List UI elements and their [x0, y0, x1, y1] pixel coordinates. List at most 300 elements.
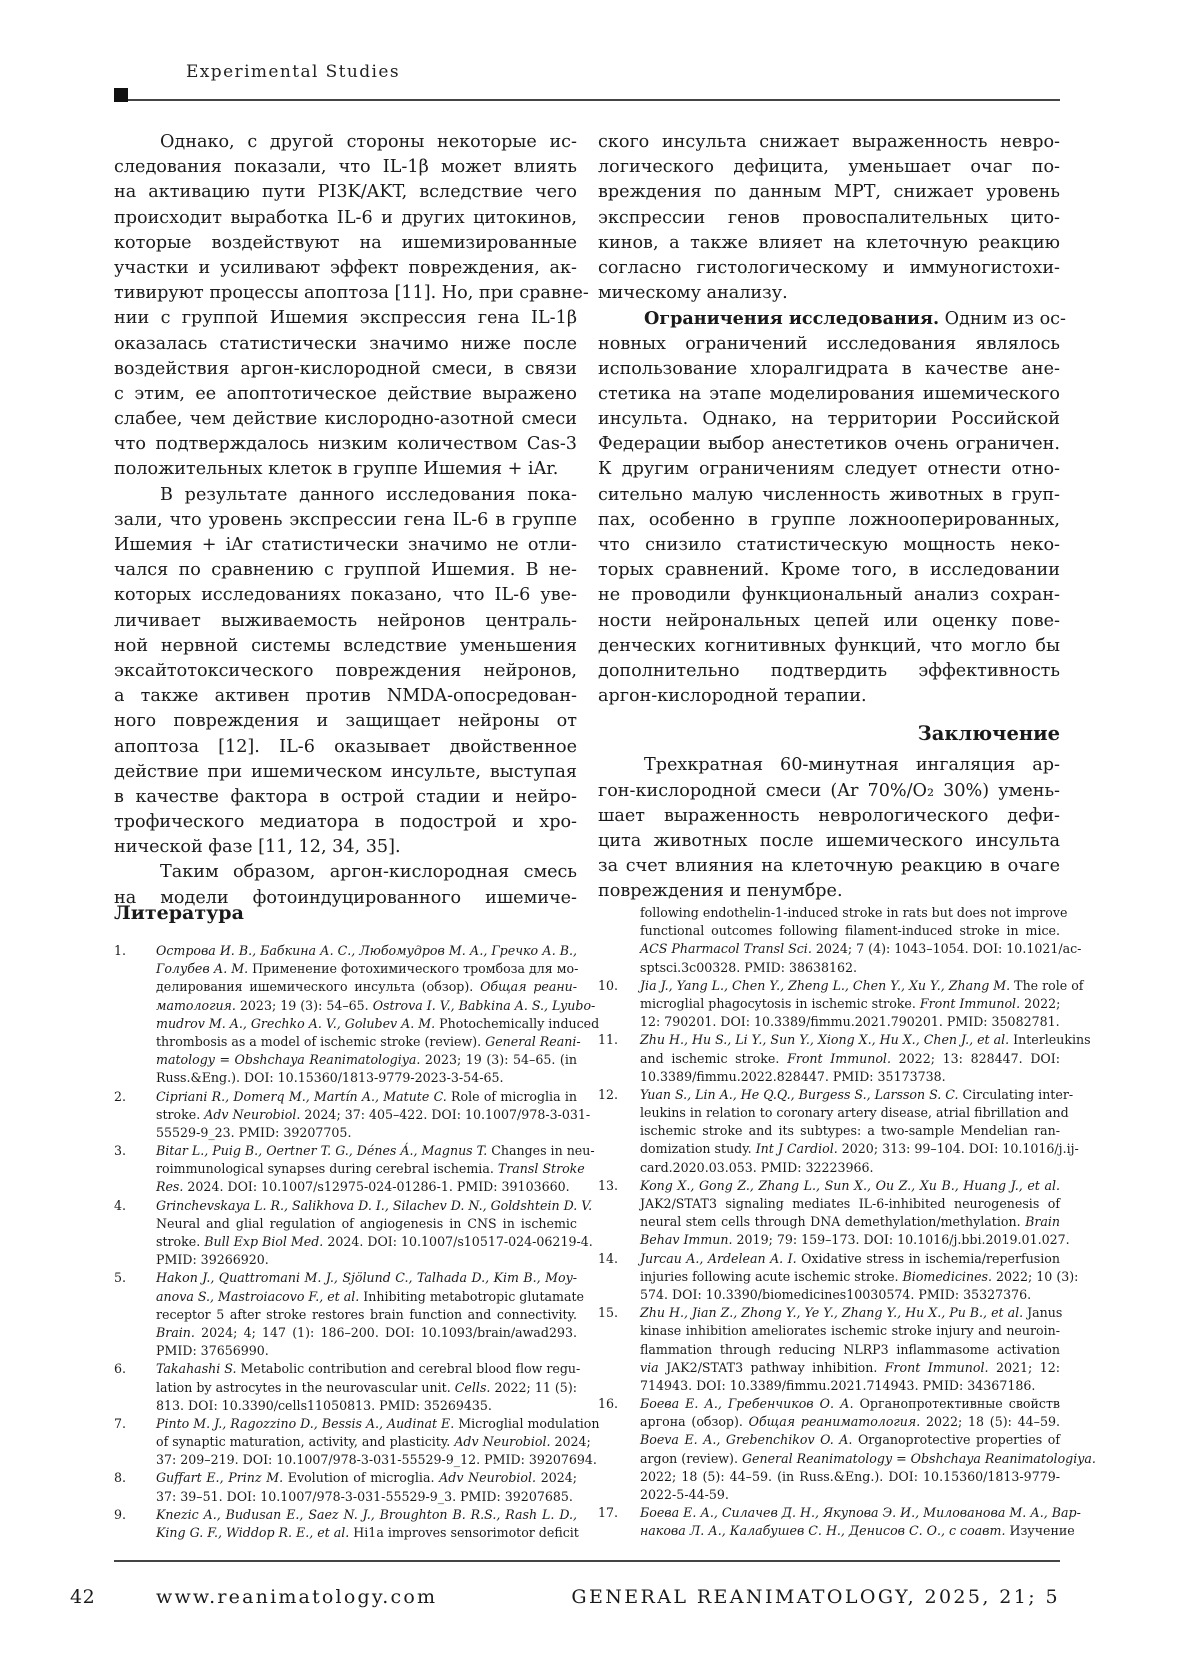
reference-segment: stroke.: [156, 1106, 205, 1122]
reference-line: [640, 1522, 1075, 1540]
reference-number: 4.: [114, 1197, 127, 1213]
reference-number: 13.: [598, 1177, 619, 1193]
text-line: зали, что уровень экспрессии гена IL-6 в группе: [114, 509, 577, 530]
reference-italic-segment: Guffart E., Prinz M.: [156, 1470, 284, 1486]
conclusion-heading: Заключение: [917, 722, 1060, 746]
reference-line: [156, 1015, 600, 1033]
reference-segment: Interleukins: [1009, 1032, 1091, 1048]
reference-line: [156, 1379, 577, 1397]
body-column-left: [114, 130, 589, 911]
reference-line: [640, 1413, 1060, 1431]
text-line: положительных клеток в группе Ишемия + iAr.: [114, 459, 559, 480]
reference-italic-segment: Общая реаниматология.: [748, 1414, 921, 1430]
reference-item: [598, 1504, 1081, 1540]
text-line: а также активен против NMDA-опосредован-: [114, 686, 577, 707]
references-list-left: [114, 942, 600, 1542]
reference-segment: following endothelin-1-induced stroke in rats but does not improve: [640, 905, 1068, 920]
reference-segment: neural stem cells through DNA demethylation/methylation.: [640, 1214, 1026, 1230]
text-line: мическому анализу.: [598, 283, 788, 304]
reference-number: 7.: [114, 1415, 127, 1431]
reference-italic-segment: Grinchevskaya L. R., Salikhova D. I., Silachev D. N., Goldshtein D. V.: [156, 1197, 593, 1213]
limitations-paragraph: [598, 306, 1066, 709]
text-line: согласно гистологическому и иммуногистохи-: [598, 257, 1060, 278]
reference-line: [156, 1178, 577, 1196]
text-line: ского инсульта снижает выраженность невро-: [598, 132, 1060, 152]
reference-line: [156, 1488, 577, 1506]
reference-segment: 2024; 37: 405–422. DOI: 10.1007/978-3-031-: [300, 1106, 591, 1122]
reference-segment: 813. DOI: 10.3390/cells11050813. PMID: 35269435.: [156, 1397, 492, 1413]
reference-segment: Neural and glial regulation of angiogenesis in CNS in ischemic: [156, 1215, 577, 1231]
text-line: использование хлоралгидрата в качестве ане-: [598, 358, 1060, 379]
reference-italic-segment: Ostrova I. V., Babkina A. S., Lyubo-: [372, 997, 596, 1013]
reference-italic-segment: Boeva E. A., Grebenchikov O. A.: [640, 1432, 853, 1448]
text-line: новных ограничений исследования являлось: [598, 333, 1060, 354]
reference-segment: and ischemic stroke.: [640, 1050, 788, 1066]
reference-line: [156, 942, 577, 960]
reference-segment: 2021; 12:: [988, 1359, 1060, 1375]
reference-line: [640, 977, 1084, 995]
text-line: ной нервной системы вследствие уменьшения: [114, 635, 577, 656]
reference-segment: The role of: [1010, 977, 1084, 993]
text-line: ности нейрональных цепей или оценку пове-: [598, 610, 1060, 631]
reference-line: [640, 940, 1082, 958]
body-column-right: [598, 130, 1066, 904]
reference-item: [114, 942, 600, 1088]
continuation-paragraph: [598, 130, 1060, 306]
reference-line: [156, 1051, 577, 1069]
reference-segment: Изучение: [1005, 1523, 1075, 1539]
reference-line: [156, 1506, 577, 1524]
reference-line: [640, 1268, 1079, 1286]
reference-segment: 2022-5-44-59.: [640, 1487, 729, 1502]
reference-line: [640, 922, 1060, 940]
text-line: эксайтотоксического повреждения нейронов,: [114, 660, 577, 681]
reference-segment: thrombosis as a model of ischemic stroke (review).: [156, 1033, 486, 1049]
reference-segment: 2023; 19 (3): 54–65. (in: [420, 1052, 577, 1068]
reference-line: [640, 1031, 1091, 1049]
reference-line: [156, 997, 596, 1015]
reference-segment: 2022; 18 (5): 44–59.: [920, 1414, 1060, 1430]
reference-segment: Органопротективные свойств: [853, 1396, 1060, 1412]
reference-segment: 12: 790201. DOI: 10.3389/fimmu.2021.790201. PMID: 35082781.: [640, 1014, 1060, 1030]
reference-item: [598, 1086, 1079, 1177]
reference-segment: 2022; 13: 828447. DOI:: [890, 1050, 1060, 1066]
reference-number: 10.: [598, 977, 619, 993]
text-line: которых исследованиях показано, что IL-6 уве-: [114, 585, 577, 606]
text-line: что снизило статистическую мощность неко-: [598, 535, 1060, 555]
reference-italic-segment: Общая реани-: [480, 979, 578, 995]
reference-italic-segment: Res.: [156, 1179, 184, 1195]
reference-line: [156, 1415, 600, 1433]
reference-italic-segment: King G. F., Widdop R. E., et al.: [156, 1525, 350, 1540]
reference-line: [156, 960, 577, 978]
reference-line: [156, 1142, 595, 1160]
reference-item: [598, 1250, 1079, 1305]
reference-italic-segment: Knezic A., Budusan E., Saez N. J., Broughton B. R.S., Rash L. D.,: [156, 1506, 577, 1522]
reference-segment: 37: 39–51. DOI: 10.1007/978-3-031-55529-9_3. PMID: 39207685.: [156, 1488, 573, 1504]
reference-segment: 37: 209–219. DOI: 10.1007/978-3-031-55529-9_12. PMID: 39207694.: [156, 1452, 597, 1468]
text-line: действие при ишемическом инсульте, выступая: [114, 761, 577, 782]
reference-segment: Changes in neu-: [487, 1143, 595, 1159]
reference-number: 1.: [114, 943, 127, 958]
reference-segment: argon (review).: [640, 1450, 742, 1466]
reference-segment: Oxidative stress in ischemia/reperfusion: [796, 1250, 1060, 1266]
reference-line: [156, 1251, 577, 1269]
reference-line: [156, 1124, 577, 1142]
reference-segment: 2023; 19 (3): 54–65.: [235, 997, 373, 1013]
reference-segment: Role of microglia in: [446, 1088, 577, 1104]
reference-italic-segment: Голубев А. М.: [156, 961, 249, 977]
text-line: денческих когнитивных функций, что могло бы: [598, 635, 1060, 656]
references-heading: Литература: [114, 902, 244, 924]
reference-number: 9.: [114, 1506, 127, 1522]
reference-italic-segment: матология.: [156, 997, 236, 1013]
reference-line: [640, 1341, 1060, 1359]
reference-line: [156, 1215, 577, 1233]
text-line: на модели фотоиндуцированного ишемиче-: [114, 887, 577, 908]
reference-number: 2.: [114, 1088, 127, 1104]
text-line: тивируют процессы апоптоза [11]. Но, при сравне-: [114, 283, 589, 304]
reference-line: [640, 1086, 1074, 1104]
reference-italic-segment: Zhu H., Jian Z., Zhong Y., Ye Y., Zhang Y., Hu X., Pu B., et al.: [640, 1305, 1024, 1321]
reference-line: [640, 1359, 1060, 1377]
reference-segment: аргона (обзор).: [640, 1414, 749, 1430]
reference-line: [640, 1140, 1079, 1158]
reference-line: [156, 1342, 577, 1360]
reference-line: [640, 1286, 1060, 1304]
reference-item: [598, 904, 1082, 977]
text-line: гон-кислородной смеси (Ar 70%/O₂ 30%) умень-: [598, 780, 1060, 801]
text-line: личивает выживаемость нейронов централь-: [114, 610, 577, 631]
reference-segment: 10.3389/fimmu.2022.828447. PMID: 35173738.: [640, 1068, 946, 1084]
text-line: вреждения по данным МРТ, снижает уровень: [598, 182, 1060, 203]
reference-number: 8.: [114, 1470, 127, 1486]
reference-line: [640, 1450, 1096, 1468]
reference-line: [640, 1304, 1063, 1322]
reference-segment: 2022; 11 (5):: [490, 1379, 577, 1395]
text-line: следования показали, что IL-1β может влиять: [114, 157, 577, 178]
reference-italic-segment: Kong X., Gong Z., Zhang L., Sun X., Ou Z., Xu B., Huang J., et al.: [640, 1177, 1060, 1193]
limitations-lead: Ограничения исследования.: [644, 308, 940, 330]
reference-line: [640, 1213, 1060, 1231]
reference-italic-segment: Jia J., Yang L., Chen Y., Zheng L., Chen Y., Xu Y., Zhang M.: [640, 977, 1011, 993]
text-line: участки и усиливают эффект повреждения, ак-: [114, 257, 577, 278]
text-line: Федерации выбор анестетиков очень ограничен.: [598, 434, 1060, 455]
reference-line: [156, 1397, 577, 1415]
reference-segment: stroke.: [156, 1234, 205, 1249]
reference-italic-segment: Боева Е. А., Силачев Д. Н., Якупова Э. И., Милованова М. А., Вар-: [640, 1505, 1081, 1521]
reference-segment: roimmunological synapses during cerebral ischemia.: [156, 1161, 498, 1177]
reference-segment: Russ.&Eng.). DOI: 10.15360/1813-9779-2023-3-54-65.: [156, 1070, 504, 1086]
text-line: сительно малую численность животных в груп-: [598, 484, 1060, 505]
reference-italic-segment: Front Immunol.: [787, 1050, 891, 1066]
reference-line: [640, 1431, 1060, 1449]
reference-line: [156, 978, 577, 996]
reference-line: [640, 1195, 1060, 1213]
reference-line: [640, 1504, 1081, 1522]
reference-segment: receptor 5 after stroke restores brain function and connectivity.: [156, 1306, 577, 1322]
footer-rule: [114, 1560, 1060, 1562]
reference-line: [640, 1122, 1060, 1140]
reference-segment: 2022; 10 (3):: [992, 1268, 1079, 1284]
text-line: цита животных после ишемического инсульта: [598, 830, 1060, 851]
text-line: К другим ограничениям следует отнести отно-: [598, 459, 1060, 480]
reference-line: [640, 959, 1060, 977]
text-line: повреждения и пенумбре.: [598, 881, 843, 902]
text-line: нии с группой Ишемия экспрессия гена IL-1β: [114, 308, 577, 329]
reference-segment: JAK2/STAT3 pathway inhibition.: [658, 1359, 885, 1375]
reference-italic-segment: General Reani-: [485, 1033, 581, 1049]
page-number: 42: [70, 1586, 96, 1608]
text-line: ного повреждения и защищает нейроны от: [114, 711, 577, 732]
reference-line: [156, 1106, 591, 1124]
reference-italic-segment: Takahashi S.: [156, 1361, 237, 1377]
text-line: Ишемия + iAr статистически значимо не отли-: [114, 535, 577, 555]
text-line: в качестве фактора в острой стадии и нейро-: [114, 786, 577, 807]
reference-segment: Применение фотохимического тромбоза для мо-: [248, 961, 579, 977]
reference-line: [156, 1433, 591, 1451]
reference-number: 15.: [598, 1305, 619, 1321]
reference-segment: flammation through reducing NLRP3 inflammasome activation: [640, 1341, 1060, 1357]
reference-italic-segment: Yuan S., Lin A., He Q.Q., Burgess S., Larsson S. C.: [640, 1086, 959, 1102]
reference-segment: kinase inhibition ameliorates ischemic stroke injury and neuroin-: [640, 1323, 1060, 1339]
section-title: Experimental Studies: [186, 62, 400, 82]
reference-line: [156, 1324, 577, 1342]
reference-line: [640, 1104, 1069, 1122]
reference-segment: Organoprotective properties of: [852, 1432, 1061, 1448]
text-line: кинов, а также влияет на клеточную реакцию: [598, 232, 1060, 253]
limitations-lead-rest: Одним из ос-: [939, 309, 1066, 330]
text-line: чался по сравнению с группой Ишемия. В не-: [114, 560, 577, 581]
text-line: пах, особенно в группе ложнооперированных,: [598, 509, 1060, 530]
reference-number: 12.: [598, 1086, 619, 1102]
reference-segment: Inhibiting metabotropic glutamate: [359, 1288, 584, 1304]
reference-segment: leukins in relation to coronary artery disease, atrial fibrillation and: [640, 1105, 1069, 1121]
reference-italic-segment: Adv Neurobiol.: [439, 1470, 537, 1486]
reference-item: [114, 1506, 577, 1542]
reference-segment: 2020; 313: 99–104. DOI: 10.1016/j.ij-: [837, 1141, 1079, 1157]
reference-segment: 55529-9_23. PMID: 39207705.: [156, 1124, 352, 1140]
reference-segment: ischemic stroke and its subtypes: a two-sample Mendelian ran-: [640, 1123, 1060, 1139]
reference-italic-segment: Int J Cardiol.: [755, 1141, 838, 1157]
reference-segment: 2019; 79: 159–173. DOI: 10.1016/j.bbi.2019.01.027.: [732, 1232, 1070, 1248]
reference-italic-segment: накова Л. А., Калабушев С. Н., Денисов С. О., с соавт.: [640, 1523, 1006, 1539]
text-line: дополнительно подтвердить эффективность: [598, 660, 1060, 681]
reference-segment: Hi1a improves sensorimotor deficit: [349, 1525, 579, 1540]
reference-italic-segment: Brain: [1025, 1214, 1060, 1230]
reference-line: [640, 904, 1068, 922]
reference-italic-segment: Pinto M. J., Ragozzino D., Bessis A., Audinat E.: [156, 1415, 455, 1431]
text-line: на активацию пути PI3K/AKT, вследствие чего: [114, 182, 577, 203]
reference-number: 3.: [114, 1143, 127, 1159]
reference-line: [640, 1050, 1060, 1068]
body-paragraph: [114, 483, 577, 861]
text-line: экспрессии генов провоспалительных цито-: [598, 207, 1060, 228]
reference-line: [156, 1233, 593, 1251]
reference-line: [640, 995, 1060, 1013]
reference-italic-segment: Hakon J., Quattromani M. J., Sjölund C., Talhada D., Kim B., Moy-: [156, 1270, 577, 1286]
reference-line: [156, 1033, 581, 1051]
reference-line: [156, 1469, 577, 1487]
text-line: воздействия аргон-кислородной смеси, в связи: [114, 358, 577, 379]
reference-italic-segment: Jurcau A., Ardelean A. I.: [640, 1250, 797, 1266]
reference-segment: 2024;: [550, 1434, 591, 1450]
text-line: которые воздействуют на ишемизированные: [114, 232, 577, 253]
reference-line: [640, 1177, 1060, 1195]
text-line: инсульта. Однако, на территории Российской: [598, 409, 1060, 430]
header-rule: [128, 99, 1060, 101]
reference-line: [156, 1160, 585, 1178]
reference-segment: Janus: [1023, 1305, 1063, 1321]
reference-segment: 2022;: [1020, 995, 1061, 1011]
reference-segment: 2022; 18 (5): 44–59. (in Russ.&Eng.). DOI: 10.15360/1813-9779-: [640, 1468, 1060, 1484]
reference-italic-segment: Острова И. В., Бабкина А. С., Любомудров М. А., Гречко А. В.,: [156, 943, 577, 958]
reference-segment: lation by astrocytes in the neurovascular unit.: [156, 1379, 455, 1395]
reference-segment: 2024; 7 (4): 1043–1054. DOI: 10.1021/ac-: [811, 941, 1082, 957]
reference-segment: 714943. DOI: 10.3389/fimmu.2021.714943. PMID: 34367186.: [640, 1377, 1036, 1393]
text-line: шает выраженность неврологического дефи-: [598, 805, 1060, 826]
reference-italic-segment: Zhu H., Hu S., Li Y., Sun Y., Xiong X., Hu X., Chen J., et al.: [640, 1032, 1010, 1048]
reference-segment: 2024; 4; 147 (1): 186–200. DOI: 10.1093/brain/awad293.: [194, 1324, 577, 1340]
reference-italic-segment: Adv Neurobiol.: [204, 1106, 301, 1122]
reference-segment: Microglial modulation: [454, 1415, 600, 1431]
text-line: что подтверждалось низким количеством Cas-3: [114, 434, 577, 455]
reference-line: [640, 1395, 1060, 1413]
reference-italic-segment: via: [640, 1359, 659, 1375]
reference-item: [598, 1304, 1063, 1395]
reference-item: [114, 1269, 584, 1360]
header-square-marker: [114, 88, 128, 102]
journal-citation: GENERAL REANIMATOLOGY, 2025, 21; 5: [571, 1586, 1060, 1608]
reference-item: [598, 1031, 1091, 1086]
reference-italic-segment: Front Immunol.: [884, 1359, 989, 1375]
reference-line: [156, 1088, 577, 1106]
reference-italic-segment: anova S., Mastroiacovo F., et al.: [156, 1288, 360, 1304]
reference-line: [640, 1068, 1060, 1086]
reference-italic-segment: ACS Pharmacol Transl Sci.: [640, 941, 812, 957]
reference-segment: 2024. DOI: 10.1007/s10517-024-06219-4.: [323, 1234, 593, 1249]
reference-italic-segment: mudrov M. A., Grechko A. V., Golubev A. M.: [156, 1015, 436, 1031]
reference-line: [156, 1069, 577, 1087]
reference-italic-segment: Front Immunol.: [919, 995, 1021, 1011]
reference-italic-segment: matology = Obshchaya Reanimatologiya.: [156, 1052, 421, 1068]
reference-item: [114, 1415, 600, 1470]
reference-segment: 2024. DOI: 10.1007/s12975-024-01286-1. PMID: 39103660.: [183, 1179, 570, 1195]
journal-website[interactable]: www.reanimatology.com: [156, 1586, 438, 1608]
reference-number: 17.: [598, 1505, 619, 1521]
reference-italic-segment: Transl Stroke: [497, 1161, 585, 1177]
reference-segment: functional outcomes following filament-induced stroke in mice.: [640, 923, 1060, 939]
reference-segment: PMID: 37656990.: [156, 1343, 269, 1359]
reference-item: [114, 1197, 593, 1270]
text-line: Трехкратная 60-минутная ингаляция ар-: [644, 755, 1060, 776]
reference-segment: Evolution of microglia.: [283, 1470, 440, 1486]
reference-line: [156, 1306, 577, 1324]
reference-line: [156, 1269, 577, 1287]
reference-item: [598, 977, 1084, 1032]
reference-number: 6.: [114, 1361, 127, 1377]
reference-italic-segment: Cipriani R., Domerq M., Martín A., Matute C.: [156, 1088, 447, 1104]
reference-line: [640, 1377, 1060, 1395]
reference-italic-segment: Adv Neurobiol.: [454, 1434, 551, 1450]
reference-line: [640, 1013, 1060, 1031]
reference-line: [640, 1486, 1060, 1504]
text-line: аргон-кислородной терапии.: [598, 686, 867, 707]
reference-item: [598, 1395, 1096, 1504]
reference-line: [156, 1197, 593, 1215]
reference-line: [156, 1288, 584, 1306]
reference-segment: sptsci.3c00328. PMID: 38638162.: [640, 959, 858, 975]
reference-segment: PMID: 39266920.: [156, 1252, 269, 1268]
reference-item: [114, 1469, 577, 1505]
text-line: В результате данного исследования пока-: [160, 484, 577, 505]
reference-item: [114, 1088, 591, 1143]
reference-segment: Metabolic contribution and cerebral blood flow regu-: [236, 1361, 581, 1377]
reference-segment: of synaptic maturation, activity, and plasticity.: [156, 1434, 455, 1450]
reference-italic-segment: Боева Е. А., Гребенчиков О. А.: [640, 1396, 854, 1412]
reference-italic-segment: Bull Exp Biol Med.: [204, 1234, 324, 1249]
reference-line: [156, 1524, 577, 1542]
text-line: [598, 306, 1066, 331]
reference-italic-segment: Cells.: [454, 1379, 491, 1395]
reference-segment: injuries following acute ischemic stroke.: [640, 1268, 903, 1284]
text-line: Таким образом, аргон-кислородная смесь: [160, 862, 577, 883]
text-line: с этим, ее апоптотическое действие выражено: [114, 383, 577, 404]
reference-item: [114, 1142, 595, 1197]
reference-line: [640, 1231, 1070, 1249]
text-line: Однако, с другой стороны некоторые ис-: [160, 132, 577, 152]
conclusion-paragraph: [598, 753, 1060, 904]
text-line: за счет влияния на клеточную реакцию в очаге: [598, 856, 1060, 877]
text-line: не проводили функциональный анализ сохран-: [598, 585, 1060, 606]
reference-italic-segment: Brain.: [156, 1324, 195, 1340]
text-line: нической фазе [11, 12, 34, 35].: [114, 837, 401, 858]
reference-line: [640, 1250, 1060, 1268]
reference-italic-segment: Biomedicines.: [902, 1268, 992, 1284]
reference-segment: JAK2/STAT3 signaling mediates IL-6-inhibited neurogenesis of: [640, 1196, 1060, 1211]
reference-segment: microglial phagocytosis in ischemic stroke.: [640, 995, 920, 1011]
reference-number: 14.: [598, 1250, 619, 1266]
reference-number: 16.: [598, 1396, 619, 1412]
reference-italic-segment: General Reanimatology = Obshchaya Reanimatologiya.: [741, 1450, 1096, 1466]
text-line: слабее, чем действие кислородно-азотной смеси: [114, 409, 577, 430]
text-line: стетика на этапе моделирования ишемического: [598, 383, 1060, 404]
reference-line: [156, 1360, 581, 1378]
reference-line: [640, 1159, 1060, 1177]
reference-italic-segment: Bitar L., Puig B., Oertner T. G., Dénes Á., Magnus T.: [156, 1143, 488, 1159]
reference-item: [114, 1360, 581, 1415]
reference-segment: domization study.: [640, 1141, 756, 1157]
reference-item: [598, 1177, 1070, 1250]
text-line: оказалась статистически значимо ниже после: [114, 333, 577, 354]
reference-segment: 574. DOI: 10.3390/biomedicines10030574. PMID: 35327376.: [640, 1286, 1032, 1302]
reference-italic-segment: Behav Immun.: [640, 1232, 733, 1248]
reference-line: [640, 1468, 1060, 1486]
reference-segment: card.2020.03.053. PMID: 32223966.: [640, 1159, 874, 1175]
reference-segment: Photochemically induced: [435, 1015, 600, 1031]
reference-number: 5.: [114, 1270, 127, 1286]
reference-line: [156, 1451, 597, 1469]
text-line: логического дефицита, уменьшает очаг по-: [598, 157, 1060, 178]
reference-line: [640, 1322, 1060, 1340]
body-paragraph: [114, 130, 589, 483]
reference-segment: 2024;: [536, 1470, 578, 1486]
reference-segment: Circulating inter-: [958, 1086, 1074, 1102]
text-line: происходит выработка IL-6 и других цитокинов,: [114, 207, 577, 228]
text-line: торых сравнений. Кроме того, в исследовании: [598, 560, 1060, 581]
references-list-right: [598, 904, 1096, 1541]
text-line: апоптоза [12]. IL-6 оказывает двойственное: [114, 736, 577, 757]
